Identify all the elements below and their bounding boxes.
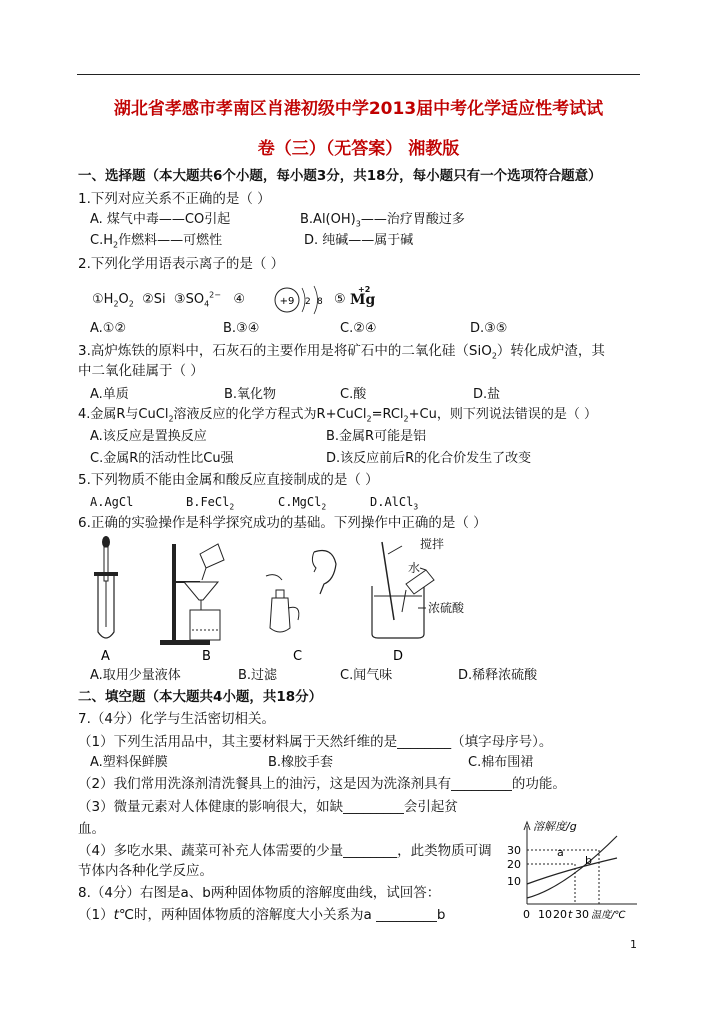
q8-stem: 8.（4分）右图是a、b两种固体物质的溶解度曲线，试回答：	[78, 885, 441, 901]
q2-item-4: ④	[233, 292, 246, 307]
q7-part4-line1: （4）多吃水果、蔬菜可补充人体需要的少量________，此类物质可调	[78, 843, 492, 859]
q7-part3-line2: 血。	[78, 821, 105, 837]
paper-title-line1: 湖北省孝感市孝南区肖港初级中学2013届中考化学适应性考试试	[113, 99, 604, 119]
q4-option-d: D.该反应前后R的化合价发生了改变	[326, 451, 532, 466]
atom-shell-2: 8	[317, 297, 323, 307]
q2-item-1: $①H_2O_2$	[92, 292, 134, 309]
x-tick-0: 0	[523, 908, 530, 920]
q3-stem-line1: 3.高炉炼铁的原料中，石灰石的主要作用是将矿石中的二氧化硅（SiO$_2$）转化成炉渣，其	[78, 343, 605, 361]
y-tick-30: 30	[507, 844, 521, 857]
label-concentrated-acid: 浓硫酸	[428, 601, 465, 615]
q6-option-a: A.取用少量液体	[90, 668, 181, 683]
q2-option-b: B.③④	[223, 321, 260, 336]
curve-a	[527, 836, 617, 898]
section2-header: 二、填空题（本大题共4小题，共18分）	[78, 689, 323, 705]
y-tick-20: 20	[507, 858, 521, 871]
figure-d-label: D	[393, 649, 404, 664]
q4-option-b: B.金属R可能是铝	[326, 429, 427, 444]
q2-item-5: ⑤	[334, 292, 346, 307]
atom-shell-1: 2	[305, 297, 311, 307]
q7-part1-option-c: C.棉布围裙	[468, 755, 534, 770]
q2-option-d: D.③⑤	[470, 321, 508, 336]
atom-nucleus-label: +9	[279, 296, 295, 307]
q2-item-3: $③SO_4^{2-}$	[173, 290, 221, 309]
q2-option-c: C.②④	[340, 321, 377, 336]
x-tick-10: 10	[538, 908, 552, 920]
paper-title-line2: 卷（三）（无答案） 湘教版	[257, 139, 460, 159]
q7-part1-option-b: B.橡胶手套	[268, 755, 334, 770]
q3-stem-line2: 中二氧化硅属于（ ）	[78, 363, 204, 379]
q3-option-c: C.酸	[340, 387, 367, 402]
q1-option-c: $C.H_2$作燃料——可燃性	[90, 233, 223, 250]
q3-option-a: A.单质	[90, 387, 129, 402]
figure-b-filtration	[160, 544, 224, 664]
q2-option-a: A.①②	[90, 321, 127, 336]
q5-stem: 5.下列物质不能由金属和酸反应直接制成的是（ ）	[78, 472, 379, 488]
q3-option-d: D.盐	[473, 387, 501, 402]
q7-part2: （2）我们常用洗涤剂清洗餐具上的油污，这是因为洗涤剂具有_________的功能。	[78, 776, 566, 792]
q6-option-b: B.过滤	[238, 668, 278, 683]
curve-b	[527, 858, 617, 884]
x-tick-30: 30	[575, 908, 589, 920]
curve-b-label: b	[585, 854, 592, 867]
q4-stem: 4.金属R与CuCl$_2$溶液反应的化学方程式为R+CuCl$_2$=RCl$_2$+Cu，则下列说法错误的是（ ）	[78, 407, 597, 424]
q3-option-b: B.氧化物	[224, 387, 277, 402]
header-rule	[77, 74, 640, 75]
q4-option-a: A.该反应是置换反应	[90, 429, 207, 444]
figure-b-label: B	[202, 649, 211, 664]
mg-symbol: Mg	[350, 292, 376, 308]
q2-stem: 2.下列化学用语表示离子的是（ ）	[78, 256, 285, 272]
mg-charge: +2	[358, 285, 371, 294]
label-stir: 搅拌	[420, 537, 445, 551]
q6-stem: 6.正确的实验操作是科学探究成功的基础。下列操作中正确的是（ ）	[78, 515, 487, 531]
page-number: 1	[630, 938, 637, 951]
q7-part1: （1）下列生活用品中，其主要材料属于天然纤维的是________（填字母序号）。	[78, 734, 553, 750]
figure-a-label: A	[101, 649, 110, 664]
q7-part4-line2: 节体内各种化学反应。	[78, 863, 213, 879]
figure-c-label: C	[293, 649, 303, 664]
q1-option-d: D. 纯碱——属于碱	[304, 233, 414, 248]
solubility-curve-chart	[505, 808, 645, 920]
q1-option-b: $B.Al(OH)_3——$治疗胃酸过多	[300, 212, 465, 229]
q2-items	[92, 291, 245, 308]
label-water: 水	[408, 561, 421, 575]
y-tick-10: 10	[507, 875, 521, 888]
x-axis-label: 温度/℃	[591, 910, 626, 920]
figure-a-dropper	[94, 536, 118, 664]
q4-option-c: C.金属R的活动性比Cu强	[90, 451, 234, 466]
q7-stem: 7.（4分）化学与生活密切相关。	[78, 711, 275, 727]
lab-operations-figure	[88, 532, 468, 664]
q1-option-a: A. 煤气中毒——CO引起	[90, 212, 231, 227]
q5-option-d: D.AlCl$_3$	[370, 495, 419, 512]
q2-item-2: ②Si	[142, 292, 166, 307]
q6-option-c: C.闻气味	[340, 668, 393, 683]
q7-part1-option-a: A.塑料保鲜膜	[90, 755, 168, 770]
q5-option-b: B.FeCl$_2$	[186, 495, 235, 512]
section1-header: 一、选择题（本大题共6个小题，每小题3分，共18分，每小题只有一个选项符合题意）	[78, 168, 602, 184]
fluorine-atom-diagram	[272, 284, 332, 318]
figure-d-dilution	[372, 542, 434, 664]
q7-part3-line1: （3）微量元素对人体健康的影响很大，如缺_________会引起贫	[78, 799, 458, 815]
curve-a-label: a	[557, 846, 564, 859]
q5-option-c: C.MgCl$_2$	[278, 495, 327, 512]
q1-stem: 1.下列对应关系不正确的是（ ）	[78, 191, 271, 207]
q5-option-a: A.AgCl	[90, 495, 134, 509]
x-tick-t: t	[568, 908, 573, 920]
figure-c-smelling	[266, 551, 336, 665]
q6-option-d: D.稀释浓硫酸	[458, 668, 538, 683]
y-axis-label: 溶解度/g	[533, 820, 577, 833]
x-tick-20: 20	[553, 908, 567, 920]
q8-part1: （1）t℃时，两种固体物质的溶解度大小关系为a _________b	[78, 907, 446, 923]
